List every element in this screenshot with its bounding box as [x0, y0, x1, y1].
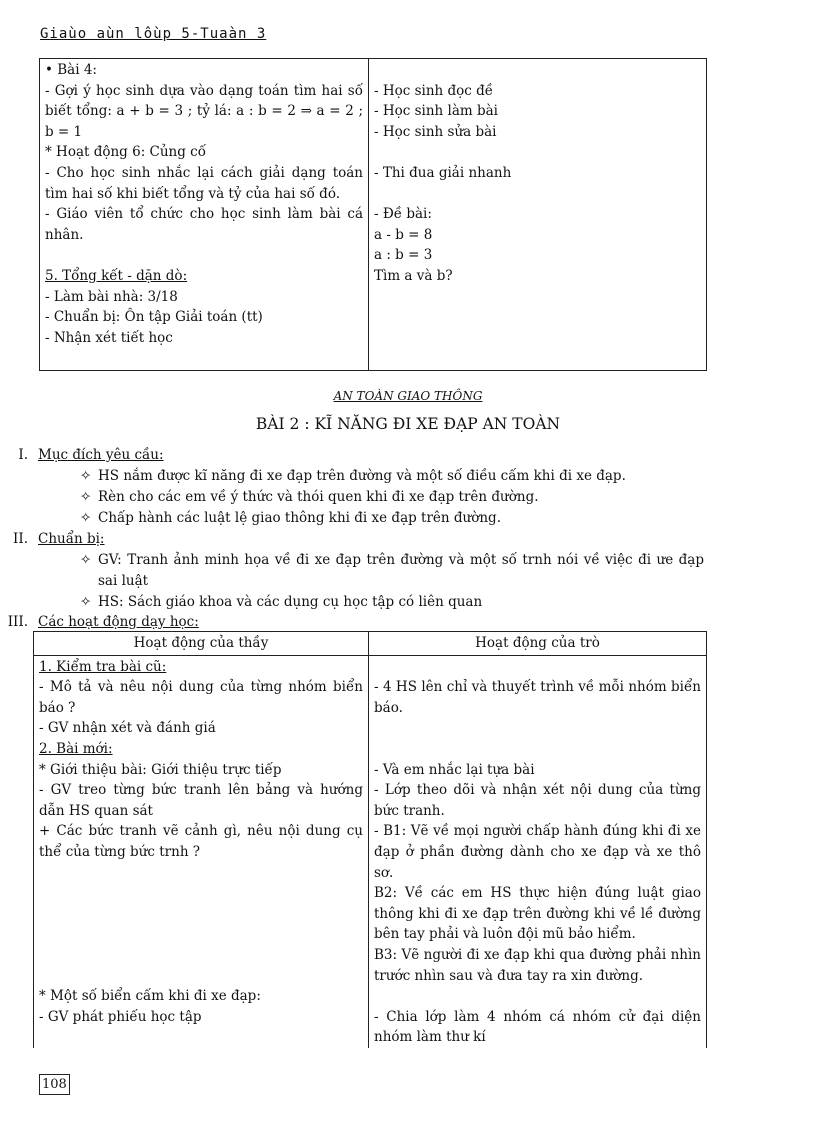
- section-title: Mục đích yêu cầu:: [38, 447, 164, 463]
- top-table-teacher-cell: [40, 59, 369, 371]
- list-item: [80, 487, 539, 508]
- column-header-student: Hoạt động của trò: [369, 632, 707, 656]
- text-line: a - b = 8: [374, 226, 433, 243]
- text-line: B3: Vẽ người đi xe đạp khi qua đường phải nhìn trước nhìn sau và đưa tay ra xin đường.: [374, 946, 701, 984]
- section-label: AN TOÀN GIAO THÔNG: [333, 389, 483, 403]
- text-line: * Giới thiệu bài: Giới thiệu trực tiếp: [39, 761, 282, 778]
- lesson-title: BÀI 2 : KĨ NĂNG ĐI XE ĐẠP AN TOÀN: [255, 415, 561, 433]
- text-line: - Làm bài nhà: 3/18: [45, 288, 178, 305]
- list-item: [80, 550, 704, 591]
- section-heading-3: [0, 612, 199, 633]
- text-line: - Thi đua giải nhanh: [374, 164, 512, 181]
- spacer: [374, 60, 701, 81]
- text-line: - B1: Vẽ về mọi người chấp hành đúng khi đi xe đạp ở phần đường dành cho xe đạp và xe thô sơ.: [374, 823, 701, 881]
- text-line: - Học sinh đọc đề: [374, 82, 494, 99]
- text-line: 5. Tổng kết - dặn dò:: [45, 267, 188, 284]
- list-item-text: HS: Sách giáo khoa và các dụng cụ học tập có liên quan: [98, 594, 483, 610]
- list-item-text: GV: Tranh ảnh minh họa về đi xe đạp trên đường và một số trnh nói về việc đi ưe đạp sai luật: [98, 552, 704, 589]
- text-line: B2: Về các em HS thực hiện đúng luật giao thông khi đi xe đạp trên đường khi về lề đường bên tay phải và luôn đội mũ bảo hiểm.: [374, 885, 701, 943]
- spacer: [39, 863, 363, 884]
- spacer: [39, 966, 363, 987]
- text-line: a : b = 3: [374, 247, 433, 264]
- text-line: - Học sinh sửa bài: [374, 123, 497, 140]
- top-activity-table: [39, 58, 707, 371]
- text-line: • Bài 4:: [45, 62, 97, 78]
- diamond-bullet-icon: ✧: [80, 510, 92, 526]
- text-line: - Và em nhắc lại tựa bài: [374, 761, 535, 778]
- text-line: + Các bức tranh vẽ cảnh gì, nêu nội dung cụ thể của từng bức trnh ?: [39, 823, 363, 860]
- spacer: [374, 986, 701, 1007]
- list-item: [80, 466, 626, 487]
- list-item: [80, 508, 501, 529]
- text-line: - Mô tả và nêu nội dung của từng nhóm biển báo ?: [39, 679, 363, 716]
- text-line: - Học sinh làm bài: [374, 103, 498, 120]
- list-item: [80, 592, 482, 613]
- column-header-teacher: Hoạt động của thầy: [34, 632, 369, 656]
- text-line: - Nhận xét tiết học: [45, 329, 173, 346]
- text-line: * Một số biển cấm khi đi xe đạp:: [39, 988, 261, 1005]
- list-item-text: Rèn cho các em về ý thức và thói quen khi đi xe đạp trên đường.: [98, 489, 539, 505]
- text-line: - Lớp theo dõi và nhận xét nội dung của từng bức tranh.: [374, 782, 701, 819]
- spacer: [45, 245, 363, 266]
- spacer: [39, 945, 363, 966]
- spacer: [374, 718, 701, 739]
- top-table-student-cell: [369, 59, 707, 371]
- spacer: [374, 142, 701, 163]
- activity-table: [33, 631, 707, 1048]
- spacer: [39, 904, 363, 925]
- text-line: 1. Kiểm tra bài cũ:: [39, 658, 167, 675]
- student-activity-cell: [369, 655, 707, 1048]
- spacer: [39, 883, 363, 904]
- list-item-text: Chấp hành các luật lệ giao thông khi đi xe đạp trên đường.: [98, 510, 501, 526]
- diamond-bullet-icon: ✧: [80, 468, 92, 484]
- diamond-bullet-icon: ✧: [80, 552, 92, 568]
- teacher-activity-cell: [34, 655, 369, 1048]
- section-numeral: III.: [7, 614, 28, 630]
- text-line: - GV treo từng bức tranh lên bảng và hướng dẫn HS quan sát: [39, 782, 363, 819]
- text-line: - Gợi ý học sinh dựa vào dạng toán tìm hai số biết tổng: a + b = 3 ; tỷ lá: a : b = 2 ⇒ a = 2 ; b = 1: [45, 82, 363, 140]
- section-title: Chuẩn bị:: [38, 531, 105, 547]
- spacer: [374, 184, 701, 205]
- spacer: [39, 1027, 363, 1048]
- text-line: - 4 HS lên chỉ và thuyết trình về mỗi nhóm biển báo.: [374, 679, 701, 716]
- text-line: - Chia lớp làm 4 nhóm cá nhóm cử đại diện nhóm làm thư kí: [374, 1008, 701, 1046]
- text-line: - GV nhận xét và đánh giá: [39, 720, 216, 737]
- text-line: Tìm a và b?: [374, 267, 453, 284]
- text-line: - Chuẩn bị: Ôn tập Giải toán (tt): [45, 309, 263, 326]
- text-line: - GV phát phiếu học tập: [39, 1008, 202, 1025]
- text-line: * Hoạt động 6: Củng cố: [45, 144, 207, 161]
- text-line: - Cho học sinh nhắc lại cách giải dạng toán tìm hai số khi biết tổng và tỷ của hai số đó.: [45, 164, 363, 202]
- section-numeral: II.: [13, 531, 28, 547]
- diamond-bullet-icon: ✧: [80, 489, 92, 505]
- spacer: [39, 924, 363, 945]
- spacer: [374, 657, 701, 678]
- diamond-bullet-icon: ✧: [80, 594, 92, 610]
- section-title: Các hoạt động dạy học:: [38, 614, 199, 630]
- page-header: Giaùo aùn lôùp 5-Tuaàn 3: [40, 26, 267, 42]
- spacer: [374, 739, 701, 760]
- section-heading-1: [0, 445, 164, 466]
- text-line: 2. Bài mới:: [39, 740, 113, 757]
- section-heading-2: [0, 529, 105, 550]
- text-line: - Giáo viên tổ chức cho học sinh làm bài cá nhân.: [45, 206, 363, 243]
- page-number: 108: [39, 1074, 70, 1095]
- section-numeral: I.: [18, 447, 28, 463]
- text-line: - Đề bài:: [374, 206, 432, 223]
- list-item-text: HS nắm được kĩ năng đi xe đạp trên đường và một số điều cấm khi đi xe đạp.: [98, 468, 626, 484]
